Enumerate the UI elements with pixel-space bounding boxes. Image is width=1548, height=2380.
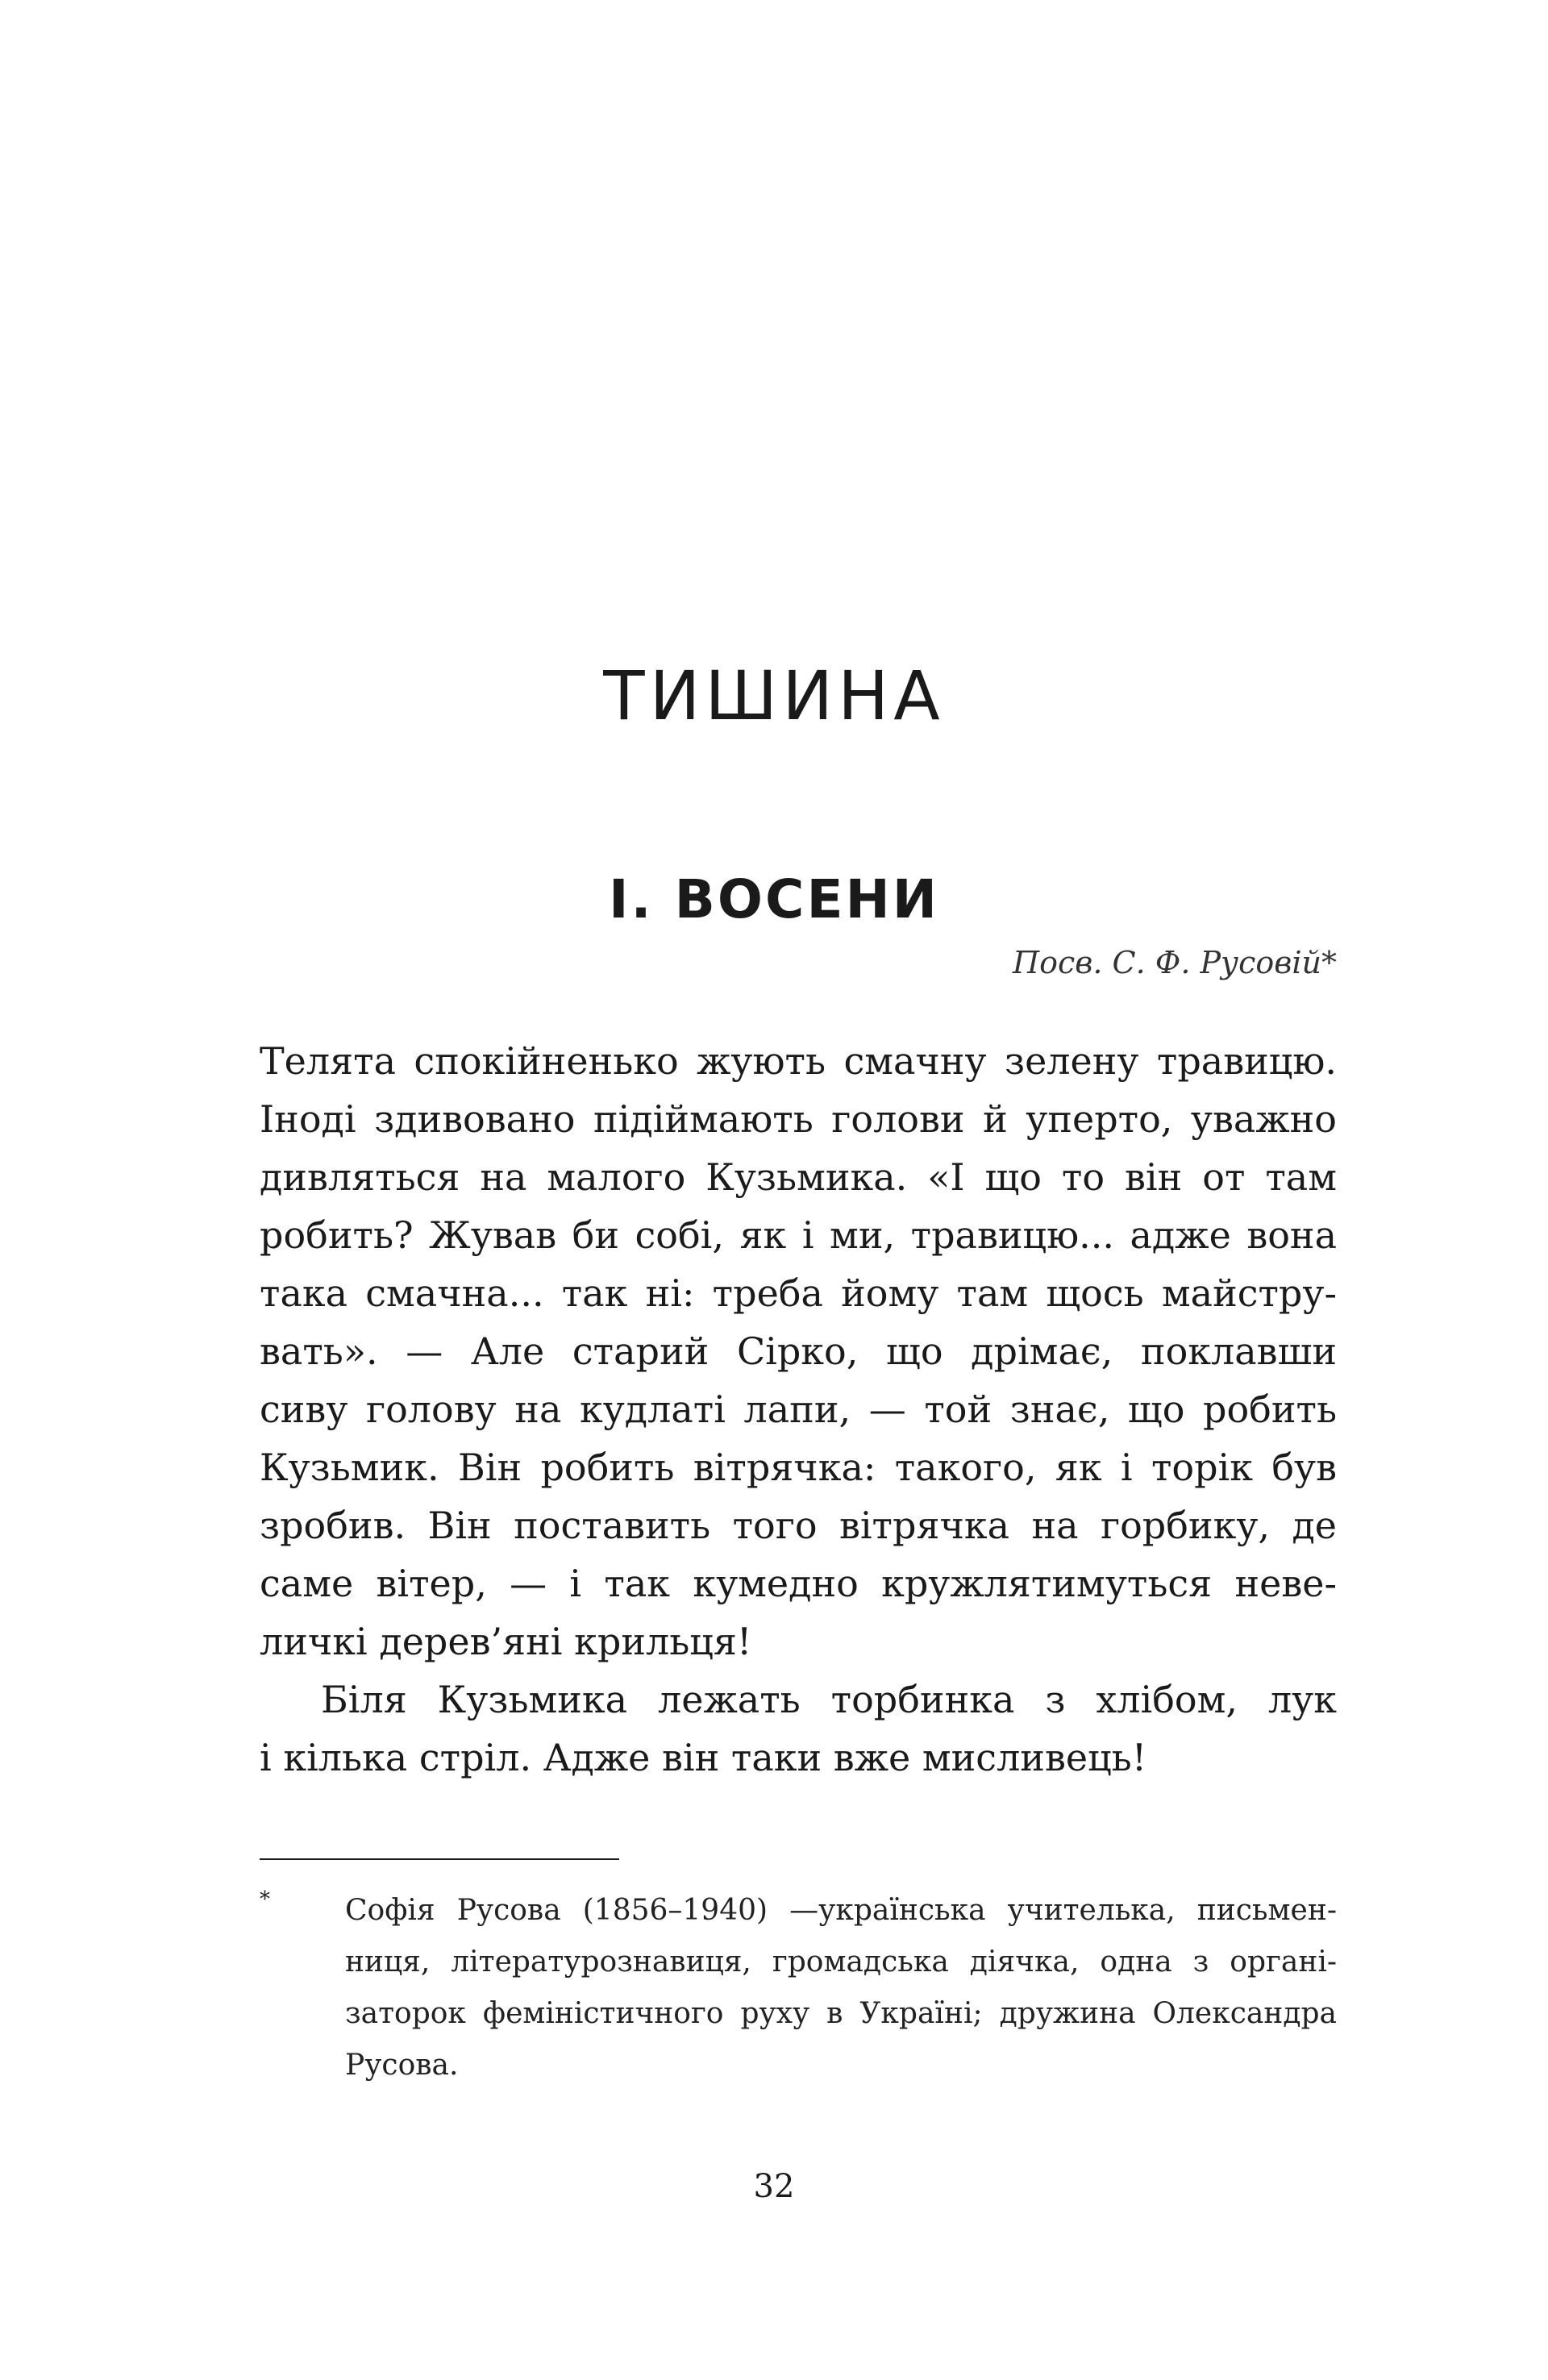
text-line: Іноді здивовано підіймають голови й уперто, уважно	[260, 1097, 1337, 1141]
body-text	[260, 1032, 1337, 1787]
footnote-text	[345, 1885, 1337, 2091]
footnote-line: заторок феміністичного руху в Україні; дружина Олександра	[345, 1997, 1337, 2030]
text-line: зробив. Він поставить того вітрячка на горбику, де	[260, 1504, 1337, 1547]
footnote-line: Софія Русова (1856–1940) —українська учителька, письмен-	[345, 1894, 1337, 1927]
footnote-line: ниця, літературознавиця, громадська діячка, одна з органі-	[345, 1945, 1337, 1978]
text-line: Кузьмик. Він робить вітрячка: такого, як і торік був	[260, 1446, 1337, 1489]
text-line: і кілька стріл. Адже він таки вже мисливець!	[260, 1736, 1147, 1779]
text-line: дивляться на малого Кузьмика. «І що то він от там	[260, 1155, 1337, 1199]
text-line: Біля Кузьмика лежать торбинка з хлібом, лук	[321, 1678, 1337, 1721]
text-line: така смачна... так ні: треба йому там щось майстру-	[260, 1271, 1337, 1315]
text-line: сиву голову на кудлаті лапи, — той знає, що робить	[260, 1388, 1337, 1431]
text-line: Телята спокійненько жують смачну зелену травицю.	[260, 1039, 1337, 1083]
text-line: саме вітер, — і так кумедно кружлятимуться неве-	[260, 1562, 1337, 1605]
dedication: Посв. С. Ф. Русовій*	[1012, 945, 1337, 980]
text-line: вать». — Але старий Сірко, що дрімає, поклавши	[260, 1329, 1337, 1373]
footnote-divider	[260, 1858, 619, 1860]
text-line: личкі дерев’яні крильця!	[260, 1620, 752, 1663]
footnote-marker: *	[260, 1887, 270, 1912]
page-number: 32	[753, 2168, 795, 2205]
chapter-title: ТИШИНА	[603, 656, 945, 736]
footnote-line: Русова.	[345, 2049, 459, 2082]
paragraph-1	[260, 1032, 1337, 1671]
section-title: І. ВОСЕНИ	[608, 868, 939, 930]
paragraph-2	[260, 1671, 1337, 1787]
footnote	[260, 1885, 1337, 2091]
text-line: робить? Жував би собі, як і ми, травицю... адже вона	[260, 1213, 1337, 1257]
